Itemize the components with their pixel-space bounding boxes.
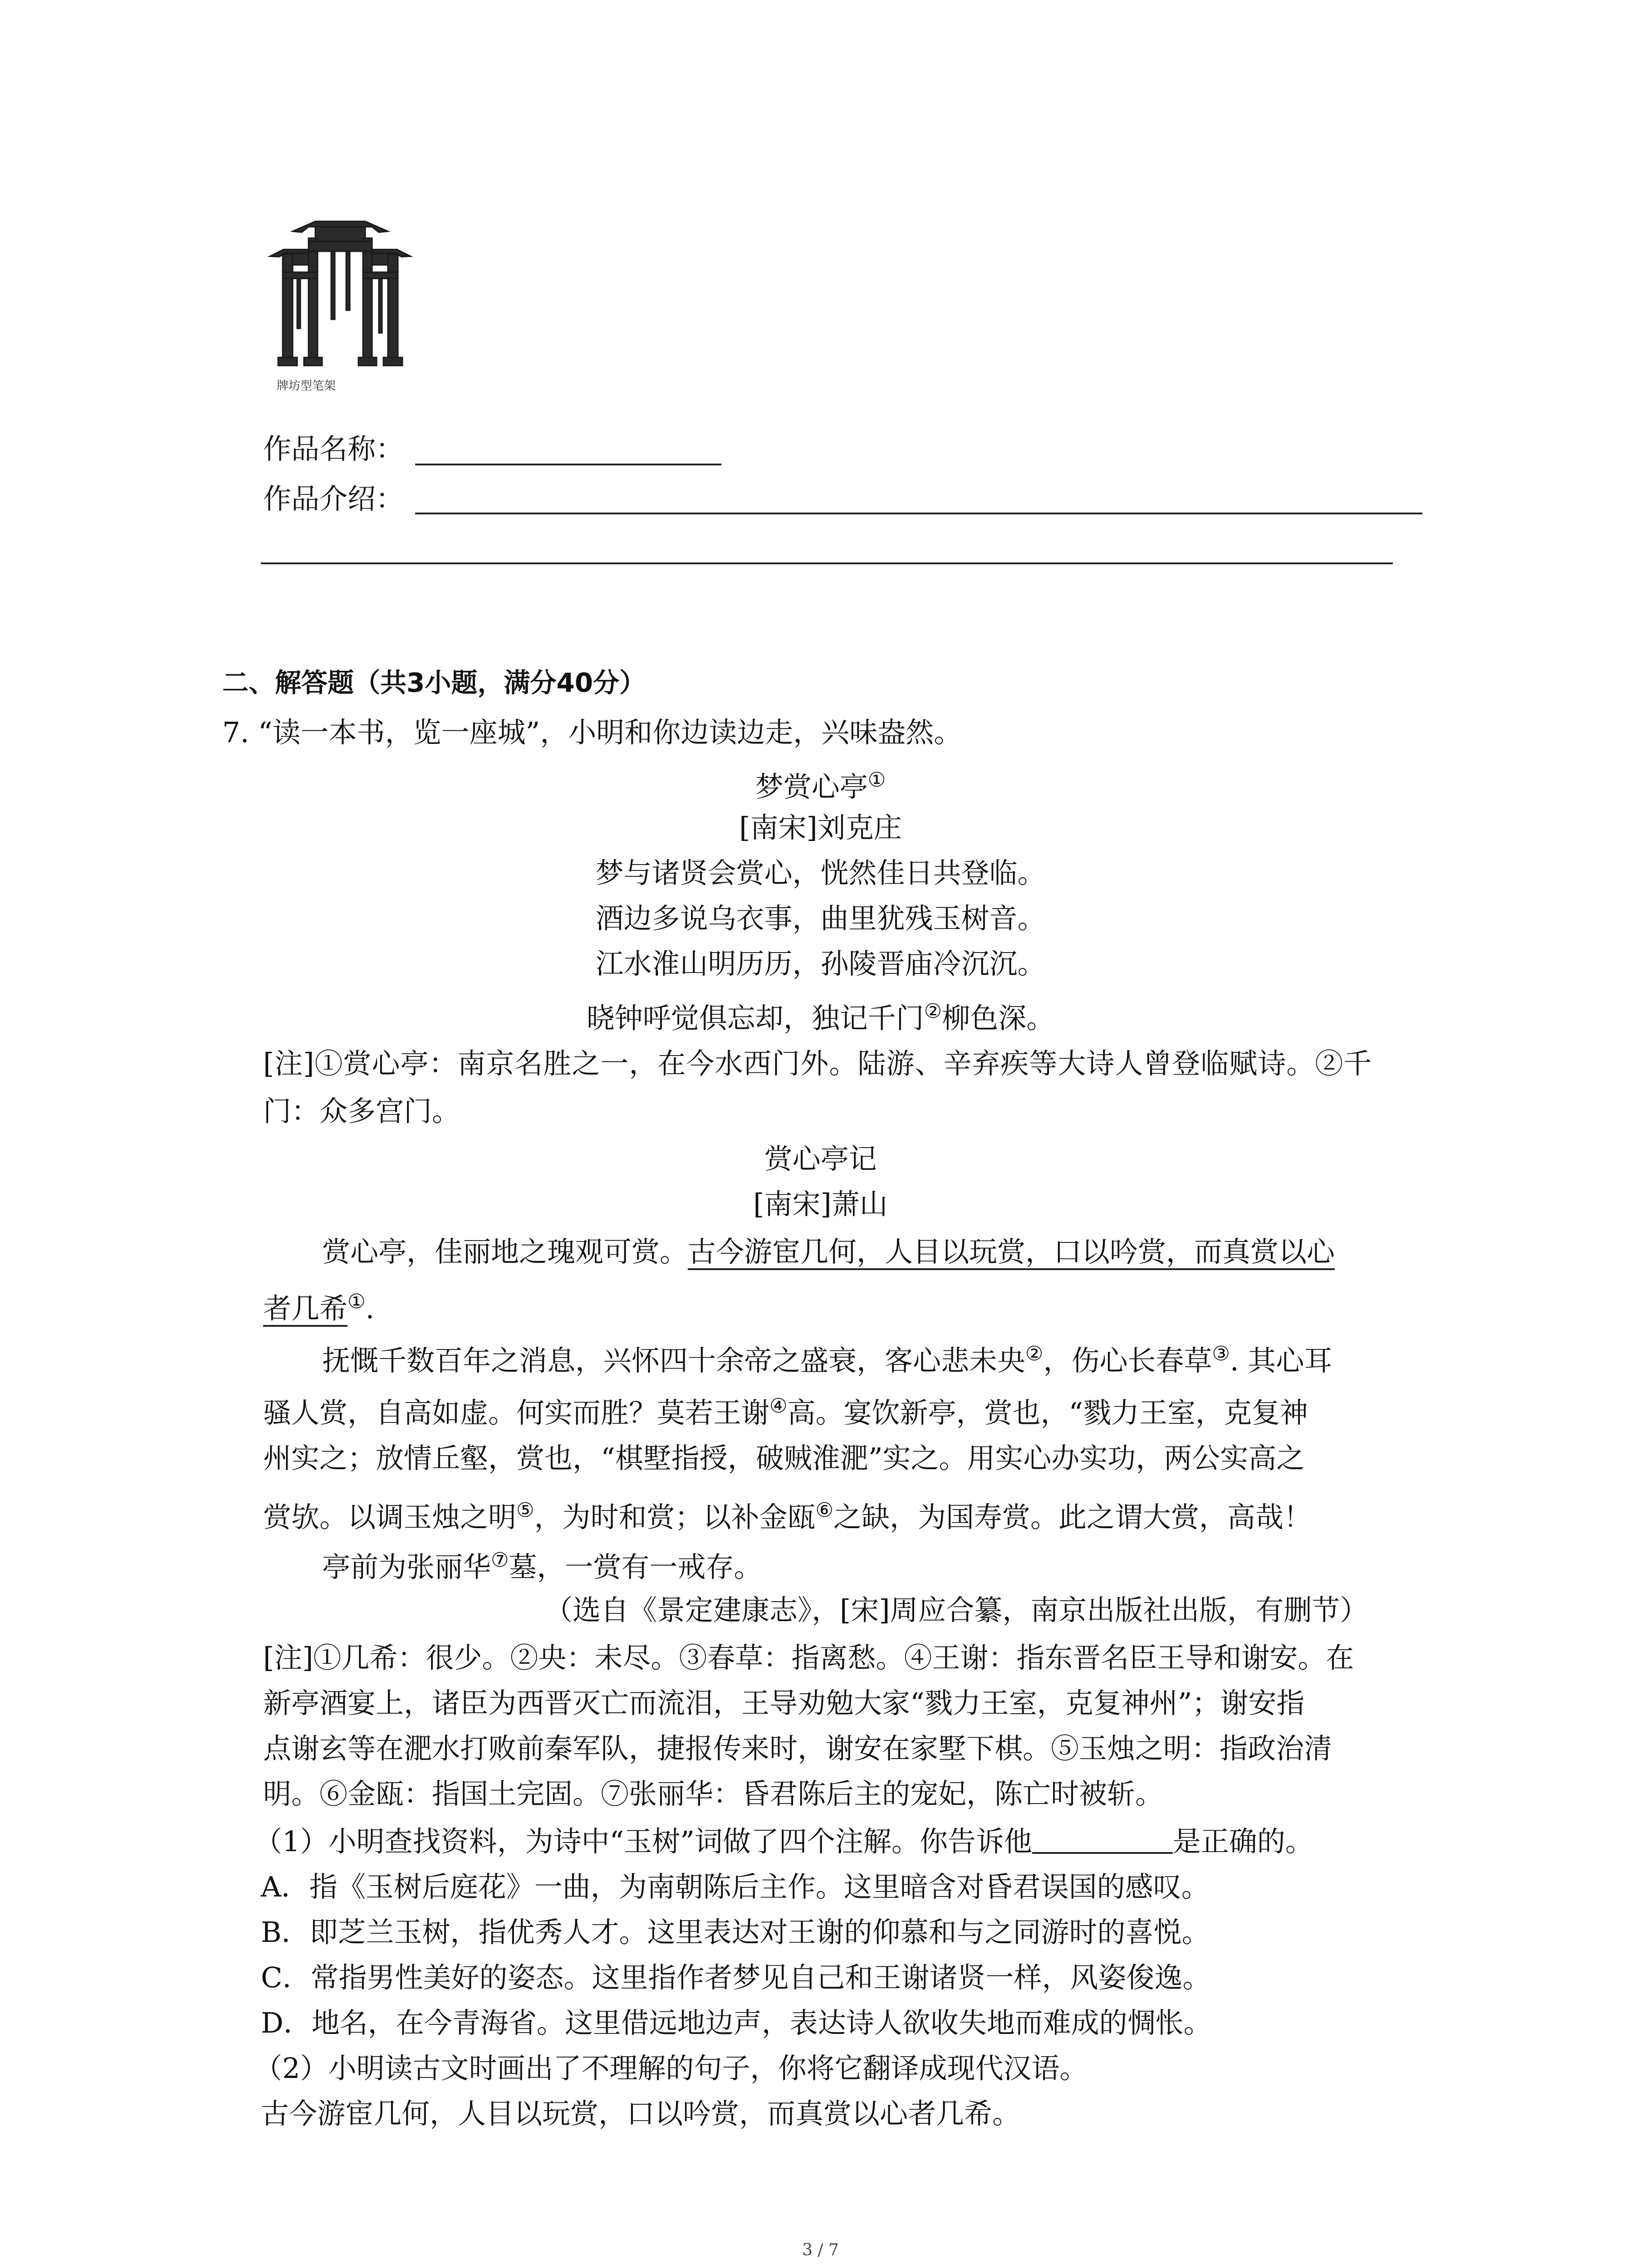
essay-paragraph-3 [322,1542,762,1585]
essay-note-marker-4: ④ [769,1394,788,1418]
sub-question-1-text: （1）小明查找资料，为诗中“玉树”词做了四个注解。你告诉他 [254,1825,1032,1858]
poem-title [0,762,1641,805]
essay-p2-l4-a: 赏欤。以调玉烛之明 [263,1501,517,1534]
essay-note-marker-6: ⑥ [815,1499,833,1522]
essay-p2-l1-a: 抚慨千数百年之消息，兴怀四十余帝之盛衰，客心悲未央 [322,1344,1026,1377]
sub-question-2-sentence: 古今游宦几何，人目以玩赏，口以吟赏，而真赏以心者几希。 [261,2097,1021,2130]
work-intro-label: 作品介绍： [263,482,404,515]
answer-blank[interactable] [1032,1825,1173,1854]
underlined-sentence-part-2: 者几希 [263,1292,348,1327]
work-name-label: 作品名称： [263,432,404,465]
sub-question-2: （2）小明读古文时画出了不理解的句子，你将它翻译成现代汉语。 [254,2052,1088,2085]
essay-note-line-3: 点谢玄等在淝水打败前秦军队，捷报传来时，谢安在家墅下棋。⑤玉烛之明：指政治清 [263,1732,1332,1765]
essay-paragraph-2-line-4 [263,1492,1312,1535]
essay-note-marker-5: ⑤ [516,1499,534,1522]
option-b[interactable]: B．即芝兰玉树，指优秀人才。这里表达对王谢的仰慕和与之同游时的喜悦。 [261,1916,1210,1949]
underlined-sentence-part-1: 古今游宦几何，人目以玩赏，口以吟赏，而真赏以心 [688,1235,1335,1270]
poem-line-4 [0,993,1641,1036]
poem-line-3: 江水淮山明历历，孙陵晋庙冷沉沉。 [595,947,1046,980]
poem-note-line-2: 门：众多宫门。 [263,1095,460,1128]
essay-paragraph-2-line-1 [322,1336,1332,1379]
poem-line-4-note-marker: ② [924,1000,942,1023]
poem-line-4-a: 晓钟呼觉俱忘却，独记千门 [586,1002,924,1035]
poem-line-4-b: 柳色深。 [942,1002,1055,1035]
archway-illustration [265,213,415,367]
essay-p3-a: 亭前为张丽华 [322,1550,491,1584]
poem-title-note-marker: ① [867,768,886,792]
essay-note-marker-7: ⑦ [491,1549,509,1572]
sub-question-1 [254,1823,1313,1860]
work-intro-field-line-1[interactable] [415,513,1422,514]
essay-paragraph-2-line-3: 州实之；放情丘壑，赏也，“棋墅指授，破贼淮淝”实之。用实心办实功，两公实高之 [263,1442,1305,1475]
option-a[interactable]: A．指《玉树后庭花》一曲，为南朝陈后主作。这里暗含对昏君误国的感叹。 [261,1870,1210,1903]
essay-title: 赏心亭记 [764,1142,877,1175]
essay-author: [南宋]萧山 [753,1188,888,1221]
option-c[interactable]: C．常指男性美好的姿态。这里指作者梦见自己和王谢诸贤一样，风姿俊逸。 [261,1961,1211,1994]
work-intro-field-line-2[interactable] [261,562,1393,564]
essay-p1-text: 赏心亭，佳丽地之瑰观可赏。 [322,1235,688,1268]
option-d[interactable]: D．地名，在今青海省。这里借远地边声，表达诗人欲收失地而难成的惆怅。 [261,2006,1212,2039]
essay-note-line-4: 明。⑥金瓯：指国土完固。⑦张丽华：昏君陈后主的宠妃，陈亡时被斩。 [263,1777,1164,1810]
essay-note-marker-2: ② [1025,1342,1043,1365]
essay-p2-l4-b: ，为时和赏；以补金瓯 [534,1501,816,1534]
poem-note-line-1: [注]①赏心亭：南京名胜之一，在今水西门外。陆游、辛弃疾等大诗人曾登临赋诗。②千 [263,1047,1372,1080]
essay-note-line-2: 新亭酒宴上，诸臣为西晋灭亡而流泪，王导劝勉大家“戮力王室，克复神州”；谢安指 [263,1686,1305,1720]
essay-p2-l1-b: ，伤心长春草 [1043,1344,1212,1377]
essay-note-line-1: [注]①几希：很少。②央：未尽。③春草：指离愁。④王谢：指东晋名臣王导和谢安。在 [263,1641,1354,1674]
page-number: 3 / 7 [802,2241,839,2259]
poem-line-1: 梦与诸贤会赏心，恍然佳日共登临。 [595,856,1046,890]
essay-p2-l1-c: . 其心耳 [1230,1344,1332,1377]
brush-holder-image [265,213,415,393]
section-title: 二、解答题（共3小题，满分40分） [222,667,646,698]
essay-p1-end: . [365,1292,375,1325]
essay-note-marker-3: ③ [1212,1342,1230,1365]
essay-p3-b: 墓，一赏有一戒存。 [509,1550,762,1584]
question-7-intro: 7. “读一本书，览一座城”，小明和你边读边走，兴味盎然。 [222,716,962,749]
essay-paragraph-1-line-1 [322,1234,1335,1270]
essay-paragraph-1-line-2 [263,1284,374,1327]
poem-title-text: 梦赏心亭 [755,770,868,803]
work-name-field[interactable] [415,464,721,465]
essay-source: （选自《景定建康志》，[宋]周应合纂，南京出版社出版，有删节） [544,1593,1368,1627]
poem-line-2: 酒边多说乌衣事，曲里犹残玉树音。 [595,902,1046,935]
essay-p2-l2-b: 高。宴饮新亭，赏也，“戮力王室，克复神 [787,1396,1308,1429]
essay-p2-l2-a: 骚人赏，自高如虚。何实而胜？莫若王谢 [263,1396,770,1429]
essay-paragraph-2-line-2 [263,1388,1308,1431]
image-caption: 牌坊型笔架 [277,379,336,393]
poem-author: [南宋]刘克庄 [739,811,902,844]
essay-p2-l4-c: 之缺，为国寿赏。此之谓大赏，高哉！ [833,1501,1312,1534]
sub-question-1-tail: 是正确的。 [1172,1825,1313,1858]
essay-note-marker-1: ① [348,1290,366,1313]
